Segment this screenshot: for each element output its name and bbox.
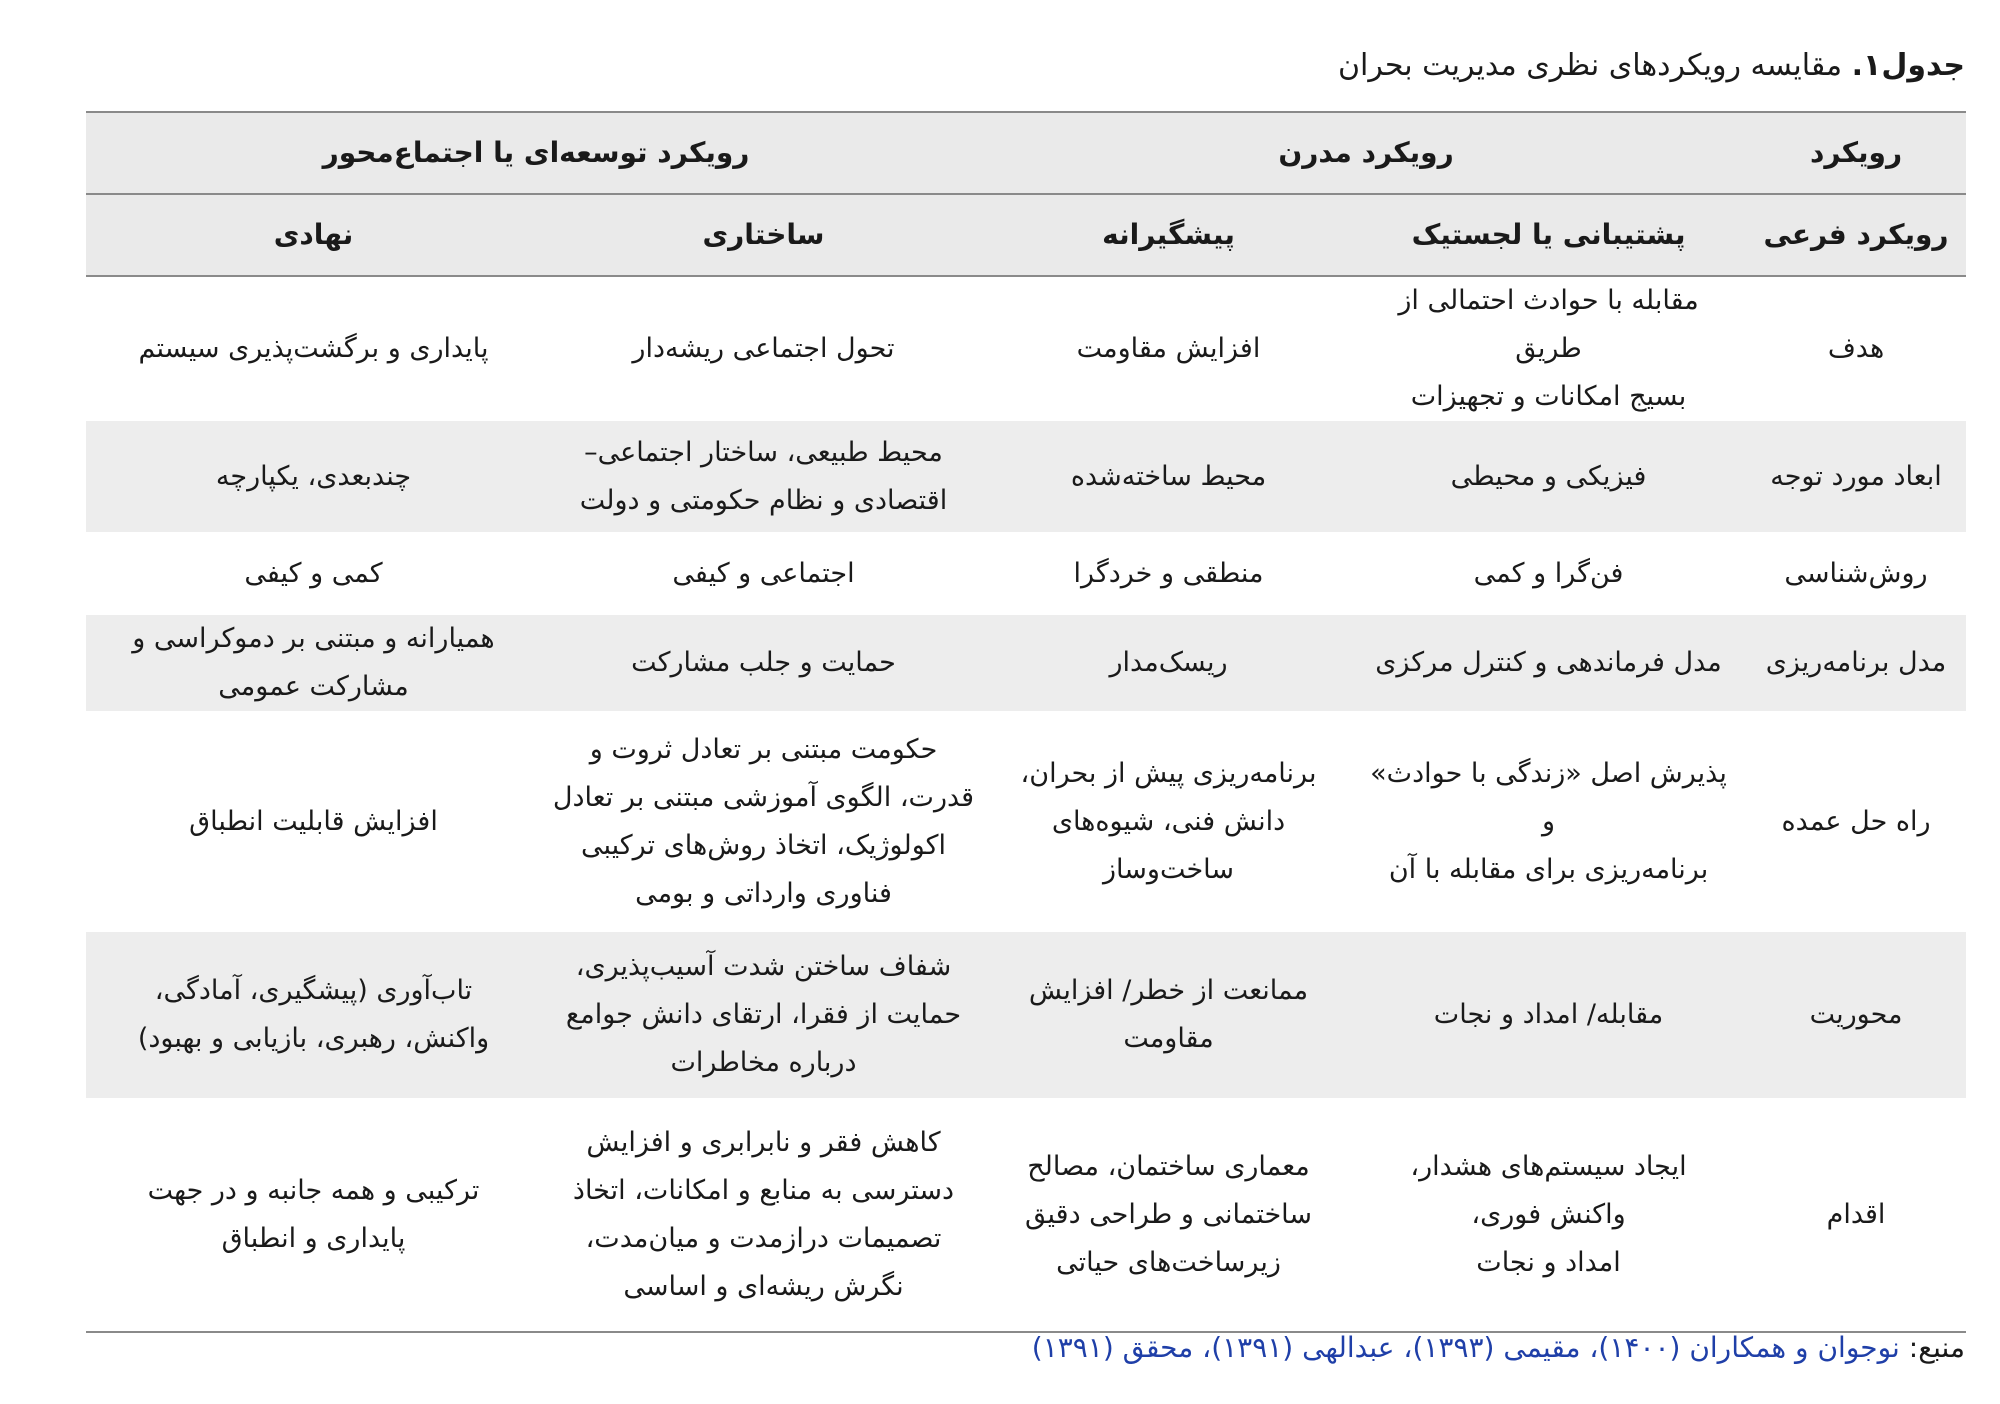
cell-logistic: ایجاد سیستم‌های هشدار، واکنش فوری، امداد و نجات	[1351, 1098, 1746, 1332]
header-approach: رویکرد	[1746, 112, 1966, 194]
row-label: مدل برنامه‌ریزی	[1746, 615, 1966, 711]
cell-logistic: مقابله با حوادث احتمالی از طریق بسیج امکانات و تجهیزات	[1398, 285, 1699, 412]
cell-logistic: مقابله/ امداد و نجات	[1351, 932, 1746, 1098]
cell-institutional: پایداری و برگشت‌پذیری سیستم	[138, 333, 489, 364]
cell-institutional: تاب‌آوری (پیشگیری، آمادگی، واکنش، رهبری، بازیابی و بهبود)	[86, 932, 541, 1098]
table-row	[86, 532, 1966, 615]
cell-logistic: فن‌گرا و کمی	[1473, 557, 1624, 589]
cell-institutional: چندبعدی، یکپارچه	[86, 421, 541, 532]
table-row	[86, 615, 1966, 711]
header-modern: رویکرد مدرن	[986, 112, 1746, 194]
sub-header-row	[86, 194, 1966, 276]
cell-preventive: منطقی و خردگرا	[1073, 557, 1264, 589]
header-institutional: نهادی	[86, 194, 541, 276]
source-references[interactable]: نوجوان و همکاران (۱۴۰۰)، مقیمی (۱۳۹۳)، عبدالهی (۱۳۹۱)، محقق (۱۳۹۱)	[1031, 1331, 1900, 1364]
cell-structural: کاهش فقر و نابرابری و افزایش دسترسی به منابع و امکانات، اتخاذ تصمیمات درازمدت و میان‌مدت، نگرش ریشه‌ای و اساسی	[541, 1098, 986, 1332]
header-sub-approach: رویکرد فرعی	[1746, 194, 1966, 276]
header-logistic: پشتیبانی یا لجستیک	[1351, 194, 1746, 276]
table-row	[86, 276, 1966, 421]
header-structural: ساختاری	[541, 194, 986, 276]
cell-preventive: ریسک‌مدار	[986, 615, 1351, 711]
header-developmental: رویکرد توسعه‌ای یا اجتماع‌محور	[86, 112, 986, 194]
row-label: اقدام	[1746, 1098, 1966, 1332]
cell-institutional: همیارانه و مبتنی بر دموکراسی و مشارکت عمومی	[86, 615, 541, 711]
cell-preventive: افزایش مقاومت	[1076, 333, 1261, 364]
cell-structural: حکومت مبتنی بر تعادل ثروت و قدرت، الگوی آموزشی مبتنی بر تعادل اکولوژیک، اتخاذ روش‌های ترکیبی فناوری وارداتی و بومی	[552, 733, 975, 909]
source-label: منبع:	[1899, 1331, 1965, 1364]
cell-structural: شفاف ساختن شدت آسیب‌پذیری، حمایت از فقرا، ارتقای دانش جوامع درباره مخاطرات	[541, 932, 986, 1098]
cell-structural: تحول اجتماعی ریشه‌دار	[632, 333, 895, 364]
row-label: روش‌شناسی	[1784, 557, 1928, 589]
row-label: محوریت	[1746, 932, 1966, 1098]
row-label: ابعاد مورد توجه	[1746, 421, 1966, 532]
table-row	[86, 932, 1966, 1098]
group-header-row	[86, 112, 1966, 194]
comparison-table	[86, 111, 1966, 1333]
cell-logistic: پذیرش اصل «زندگی با حوادث» و برنامه‌ریزی برای مقابله با آن	[1370, 757, 1727, 885]
cell-logistic: مدل فرماندهی و کنترل مرکزی	[1351, 615, 1746, 711]
cell-institutional: کمی و کیفی	[244, 557, 383, 589]
cell-institutional: افزایش قابلیت انطباق	[189, 805, 438, 837]
cell-institutional: ترکیبی و همه جانبه و در جهت پایداری و انطباق	[86, 1098, 541, 1332]
caption-title: مقایسه رویکردهای نظری مدیریت بحران	[1337, 48, 1852, 83]
table-row	[86, 711, 1966, 932]
table-row	[86, 1098, 1966, 1332]
cell-structural: محیط طبیعی، ساختار اجتماعی– اقتصادی و نظام حکومتی و دولت	[541, 421, 986, 532]
cell-structural: اجتماعی و کیفی	[672, 557, 855, 589]
cell-preventive: برنامه‌ریزی پیش از بحران، دانش فنی، شیوه‌های ساخت‌وساز	[1020, 757, 1317, 885]
header-preventive: پیشگیرانه	[986, 194, 1351, 276]
row-label: هدف	[1827, 333, 1885, 364]
table-source-note	[1032, 1328, 1965, 1368]
cell-preventive: محیط ساخته‌شده	[986, 421, 1351, 532]
table-caption	[1338, 46, 1965, 86]
cell-structural: حمایت و جلب مشارکت	[541, 615, 986, 711]
row-label: راه حل عمده	[1781, 805, 1931, 837]
cell-preventive: ممانعت از خطر/ افزایش مقاومت	[986, 932, 1351, 1098]
table-row	[86, 421, 1966, 532]
caption-label: جدول۱.	[1851, 48, 1965, 83]
cell-preventive: معماری ساختمان، مصالح ساختمانی و طراحی دقیق زیرساخت‌های حیاتی	[986, 1098, 1351, 1332]
cell-logistic: فیزیکی و محیطی	[1351, 421, 1746, 532]
